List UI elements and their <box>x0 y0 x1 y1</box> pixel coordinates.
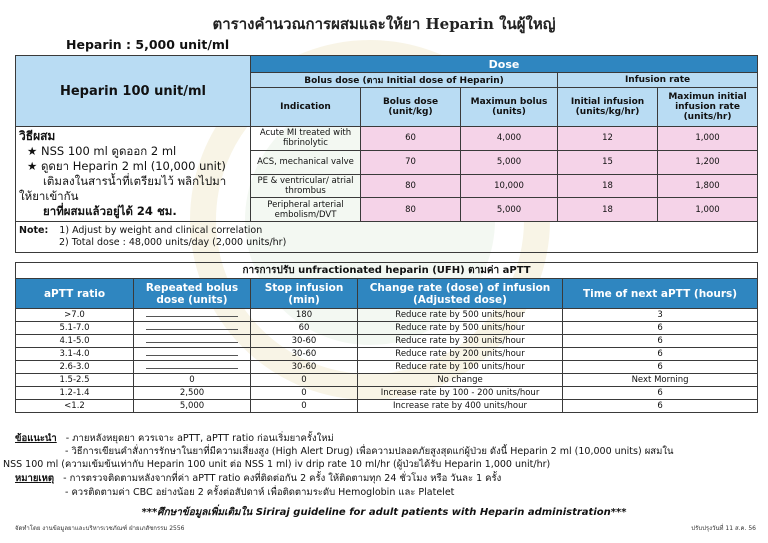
indication-cell: Acute MI treated with fibrinolytic <box>251 127 361 151</box>
blank-line <box>146 323 238 330</box>
next-aptt-cell: 6 <box>563 335 758 348</box>
next-aptt-cell: 6 <box>563 387 758 400</box>
indication-cell: Peripheral arterial embolism/DVT <box>251 198 361 222</box>
table-row <box>16 309 758 322</box>
indication-cell: PE & ventricular/ atrial thrombus <box>251 174 361 198</box>
reference-note: ***ศึกษาข้อมูลเพิ่มเติมใน Siriraj guideline for adult patients with Heparin administration*** <box>141 507 627 518</box>
next-aptt-cell: 6 <box>563 400 758 413</box>
next-aptt-cell: Next Morning <box>563 374 758 387</box>
aptt-ratio-cell: 2.6-3.0 <box>16 361 134 374</box>
repeated-bolus-cell <box>134 335 251 348</box>
repeated-bolus-cell: 5,000 <box>134 400 251 413</box>
aptt-ratio-cell: 1.5-2.5 <box>16 374 134 387</box>
initial-infusion-cell: 12 <box>558 127 658 151</box>
note-cell <box>16 222 758 253</box>
mixing-line: ★ NSS 100 ml ดูดออก 2 ml <box>27 144 177 158</box>
aptt-ratio-cell: 4.1-5.0 <box>16 335 134 348</box>
note-line: 2) Total dose : 48,000 units/day (2,000 units/hr) <box>59 237 287 248</box>
table-row <box>16 387 758 400</box>
table-row <box>16 374 758 387</box>
recommendation-line: - วิธีการเขียนคำสั่งการรักษาในยาที่มีความเสี่ยงสูง (High Alert Drug) เพื่อความปลอดภัยสูงสุดแก่ผู้ป่วย ดังนี้ Heparin 2 ml (10,000 units) ผสมใน <box>65 446 674 457</box>
stop-infusion-cell: 30-60 <box>251 348 358 361</box>
aptt-table-title: การการปรับ unfractionated heparin (UFH) ตามค่า aPTT <box>16 263 758 279</box>
remark-line <box>15 472 760 485</box>
change-rate-cell: Reduce rate by 200 units/hour <box>358 348 563 361</box>
dose-header: Dose <box>251 56 758 73</box>
recommend-text: - ภายหลังหยุดยา ควรเจาะ aPTT, aPTT ratio ก่อนเริ่มยาครั้งใหม่ <box>65 433 334 444</box>
blank-line <box>146 336 238 343</box>
column-header: Bolus dose (unit/kg) <box>361 88 461 127</box>
column-header: Maximun bolus (units) <box>461 88 558 127</box>
stop-infusion-cell: 30-60 <box>251 335 358 348</box>
stop-infusion-cell: 60 <box>251 322 358 335</box>
stop-infusion-cell: 180 <box>251 309 358 322</box>
aptt-ratio-cell: <1.2 <box>16 400 134 413</box>
aptt-ratio-cell: 1.2-1.4 <box>16 387 134 400</box>
column-header: Indication <box>251 88 361 127</box>
repeated-bolus-cell <box>134 322 251 335</box>
max-bolus-cell: 10,000 <box>461 174 558 198</box>
aptt-ratio-cell: 3.1-4.0 <box>16 348 134 361</box>
page-title: ตารางคำนวณการผสมและให้ยา Heparin ในผู้ใหญ่ <box>212 15 556 33</box>
change-rate-cell: Increase rate by 400 units/hour <box>358 400 563 413</box>
repeated-bolus-cell: 2,500 <box>134 387 251 400</box>
stop-infusion-cell: 0 <box>251 400 358 413</box>
change-rate-cell: Reduce rate by 100 units/hour <box>358 361 563 374</box>
column-header: Time of next aPTT (hours) <box>563 279 758 309</box>
bolus-cell: 70 <box>361 150 461 174</box>
max-initial-cell: 1,200 <box>658 150 758 174</box>
stop-infusion-cell: 30-60 <box>251 361 358 374</box>
initial-infusion-cell: 18 <box>558 198 658 222</box>
remark-label: หมายเหตุ <box>15 473 55 484</box>
remark-text: - การตรวจติดตามหลังจากที่ค่า aPTT ratio คงที่ติดต่อกัน 2 ครั้ง ให้ติดตามทุก 24 ชั่วโมง หรือ วันละ 1 ครั้ง <box>63 473 502 484</box>
aptt-ratio-cell: >7.0 <box>16 309 134 322</box>
bolus-header: Bolus dose (ตาม Initial dose of Heparin) <box>251 73 558 88</box>
note-line: 1) Adjust by weight and clinical correlation <box>59 225 263 236</box>
recommendation-line: NSS 100 ml (ความเข้มข้นเท่ากับ Heparin 100 unit ต่อ NSS 1 ml) iv drip rate 10 ml/hr (ผู้ป่วยได้รับ Heparin 1,000 unit/hr) <box>3 459 551 470</box>
indication-cell: ACS, mechanical valve <box>251 150 361 174</box>
table-row <box>16 348 758 361</box>
blank-line <box>146 362 238 369</box>
dose-table <box>15 55 758 253</box>
table-row <box>16 361 758 374</box>
column-header: Maximun initial infusion rate (units/hr) <box>658 88 758 127</box>
repeated-bolus-cell <box>134 309 251 322</box>
change-rate-cell: Reduce rate by 500 units/hour <box>358 309 563 322</box>
note-label: Note: <box>19 225 49 236</box>
credit-text: จัดทำโดย งานข้อมูลยาและบริหารเวชภัณฑ์ ฝ่ายเภสัชกรรม 2556 <box>15 525 185 532</box>
change-rate-cell: Reduce rate by 500 units/hour <box>358 322 563 335</box>
max-initial-cell: 1,000 <box>658 198 758 222</box>
max-bolus-cell: 4,000 <box>461 127 558 151</box>
column-header: Change rate (dose) of infusion (Adjusted dose) <box>358 279 563 309</box>
mixing-title: วิธีผสม <box>19 129 56 143</box>
stop-infusion-cell: 0 <box>251 387 358 400</box>
blank-line <box>146 349 238 356</box>
next-aptt-cell: 6 <box>563 361 758 374</box>
change-rate-cell: Reduce rate by 300 units/hour <box>358 335 563 348</box>
column-header: Repeated bolus dose (units) <box>134 279 251 309</box>
bolus-cell: 60 <box>361 127 461 151</box>
infusion-header: Infusion rate <box>558 73 758 88</box>
mixing-line: ★ ดูดยา Heparin 2 ml (10,000 unit) <box>27 159 226 173</box>
mixing-line: ยาที่ผสมแล้วอยู่ได้ 24 ชม. <box>43 204 177 218</box>
mixing-line: ให้ยาเข้ากัน <box>19 189 79 203</box>
max-initial-cell: 1,000 <box>658 127 758 151</box>
column-header: Initial infusion (units/kg/hr) <box>558 88 658 127</box>
table-row <box>16 322 758 335</box>
next-aptt-cell: 6 <box>563 348 758 361</box>
next-aptt-cell: 6 <box>563 322 758 335</box>
change-rate-cell: Increase rate by 100 - 200 units/hour <box>358 387 563 400</box>
repeated-bolus-cell: 0 <box>134 374 251 387</box>
revision-date: ปรับปรุงวันที่ 11 ส.ค. 56 <box>691 525 756 532</box>
concentration-label: Heparin : 5,000 unit/ml <box>66 37 230 52</box>
bolus-cell: 80 <box>361 198 461 222</box>
stop-infusion-cell: 0 <box>251 374 358 387</box>
change-rate-cell: No change <box>358 374 563 387</box>
initial-infusion-cell: 18 <box>558 174 658 198</box>
table-row <box>16 400 758 413</box>
bolus-cell: 80 <box>361 174 461 198</box>
mixing-line: เติมลงในสารน้ำที่เตรียมไว้ พลิกไปมา <box>43 174 227 188</box>
dose-table-left-header: Heparin 100 unit/ml <box>16 56 251 127</box>
table-row <box>16 335 758 348</box>
aptt-table <box>15 262 758 413</box>
blank-line <box>146 310 238 317</box>
recommendation-line <box>15 432 760 445</box>
remark-line: - ควรติดตามค่า CBC อย่างน้อย 2 ครั้งต่อสัปดาห์ เพื่อติดตามระดับ Hemoglobin และ Platelet <box>65 487 455 498</box>
max-bolus-cell: 5,000 <box>461 198 558 222</box>
mixing-instructions <box>16 127 251 222</box>
recommend-label: ข้อแนะนำ <box>15 433 57 444</box>
next-aptt-cell: 3 <box>563 309 758 322</box>
column-header: Stop infusion (min) <box>251 279 358 309</box>
repeated-bolus-cell <box>134 348 251 361</box>
aptt-ratio-cell: 5.1-7.0 <box>16 322 134 335</box>
max-bolus-cell: 5,000 <box>461 150 558 174</box>
column-header: aPTT ratio <box>16 279 134 309</box>
max-initial-cell: 1,800 <box>658 174 758 198</box>
repeated-bolus-cell <box>134 361 251 374</box>
initial-infusion-cell: 15 <box>558 150 658 174</box>
